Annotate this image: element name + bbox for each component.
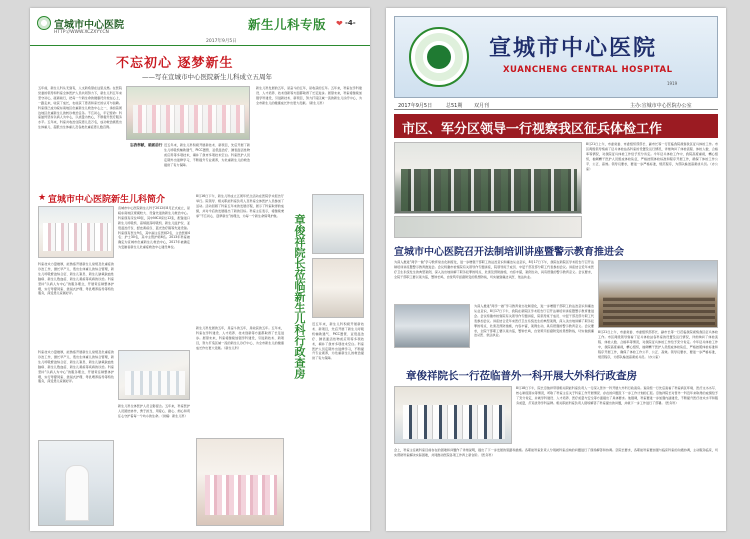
speaker-photo — [394, 304, 470, 348]
group-photo — [126, 86, 250, 140]
visit-photo-2 — [312, 258, 364, 318]
banner-heart-icon: ❤ — [336, 19, 343, 28]
story-2-text-cont: 为深入推进“两学一做”学习教育常态化制度化，进一步增强干部职工的法治意识和廉洁从业意识，8月17日下午，我院在新院区学术报告厅召开法制培训讲座暨警示教育推进会。会议特邀市检察院有关领导作专题讲座，院领导班子成员、中层干部及部分职工代表参加会议。讲座结合近年来医疗卫生系统发生的典型案例，深入浅出地讲解了职务犯罪的特点、危害及预防措施，内容丰富，案例生动，具有很强的警示教育意义。会议要求，全院干部职工要以案为鉴，警钟长鸣，自觉筑牢拒腐防变的思想防线，切实做到廉洁从医、依法执业。 — [474, 304, 594, 338]
founding-year: 1919 — [667, 81, 678, 86]
story-3-text: 8月18日下午，院长章俊祥带领相关职能科室负责人一行深入普外一科开展大外科行政查房。查房组一行先后查看了科室病区环境、医疗文书书写、核心制度落实等情况，听取了科室主任关于科室工作开展情况、存在的问题及下一步工作计划的汇报。章俊祥院长对普外一科近年来取得的成绩给予了充分肯定，并就学科建设、人才培养、医疗质量与安全等方面提出了具体要求。他强调，科室要进一步加强内涵建设，不断提升医疗技术水平和服务质量，打造优势学科品牌。相关职能科室负责人现场解答了科室提出的问题，并就下一步工作进行了部署。（医务科） — [516, 386, 718, 405]
left-header — [30, 8, 370, 46]
profile-star-icon: ★ — [38, 193, 47, 203]
middle-text: 8月16日下午，新生儿科成立五周年纪念活动在医院学术报告厅举行。院领导、相关职能科室负责人及科室全体医护人员参加了活动。活动回顾了科室五年来的发展历程，展示了科室取得的成绩，并对今后的发展提出了新的目标。科室主任表示，将继续秉承“不忘初心、逐梦新生”的理念，为每一个新生命保驾护航。 — [196, 194, 284, 218]
nurses-photo — [38, 206, 114, 258]
website-url: HTTP://WWW.XCZXYY.CN — [54, 30, 109, 35]
issue-period: 双月刊 — [474, 103, 490, 109]
side-title: 章俊祥院长莅临新生儿科行政查房 — [293, 214, 306, 379]
story-2-text: 为深入推进“两学一做”学习教育常态化制度化，进一步增强干部职工的法治意识和廉洁从业意识，8月17日下午，我院在新院区学术报告厅召开法制培训讲座暨警示教育推进会。会议特邀市检察院有关领导作专题讲座，院领导班子成员、中层干部及部分职工代表参加会议。讲座结合近年来医疗卫生系统发生的典型案例，深入浅出地讲解了职务犯罪的特点、危害及预防措施，内容丰富，案例生动，具有很强的警示教育意义。会议要求，全院干部职工要以案为鉴，警钟长鸣，自觉筑牢拒腐防变的思想防线，切实做到廉洁从医、依法执业。 — [394, 260, 594, 279]
inspection-photo-1 — [394, 142, 582, 214]
banner-title: 新生儿科专版 — [248, 17, 327, 32]
headline-1: 市区、军分区领导一行视察我区征兵体检工作 — [402, 122, 663, 137]
page-number: -4- — [345, 19, 356, 27]
right-page — [386, 8, 726, 531]
hospital-logo-icon — [37, 16, 51, 30]
issue-date-right: 2017年9月5日 — [398, 103, 433, 109]
col-text-right: 新生儿科发展的五年，是奋斗的五年，是收获的五年。五年来，科室在学科建设、人才培养、技术创新等方面都取得了长足进步。展望未来，科室将继续加强学科建设，引进新技术、新项目，努力打造区域一流的新生儿诊疗中心，为全市新生儿的健康成长作出更大贡献。（新生儿科） — [256, 86, 362, 105]
lecture-hall-photo — [598, 260, 718, 328]
staff-photo-people — [125, 371, 185, 395]
headline-banner — [394, 114, 718, 138]
left-headline: 不忘初心 逐梦新生 — [116, 56, 234, 71]
col-text: 近五年来，新生儿科积极开展新技术、新项目，先后开展了新生儿呼吸机辅助通气、PICC置管、亚低温治疗、肺表面活性物质应用等多项技术，填补了我市多项技术空白。科室医护人员定期外出进修学习，不断提升专业素养，为危重新生儿的救治提供了有力保障。 — [164, 143, 250, 167]
group-photo-people — [133, 105, 245, 133]
headline-3: 章俊祥院长一行莅临普外一科开展大外科行政查房 — [406, 370, 637, 382]
inspection-photo-2 — [394, 216, 582, 238]
left-subtitle: ——写在宣城市中心医院新生儿科成立五周年 — [142, 73, 272, 81]
sponsor: 主办:宣城市中心医院办公室 — [630, 103, 692, 109]
story-2-text-right: 8月21日上午，市委常委、市委组织部部长、副市长等一行莅临我院视察我区征兵体检工作。市区两级领导察看了征兵体检站各科室的设置及运行情况，详细询问了体检流程、体检人数、合格率等情况，对我院征兵体检工作给予充分肯定。今年征兵体检工作中，我院高度重视，精心组织，抽调精干医护人员组成体检队伍，严格按照体检标准和程序开展工作，确保了体检工作公平、公正、高效。领导们要求，要进一步严格标准，规范程序，为部队输送高素质兵员。（办公室） — [598, 330, 718, 359]
story-1-text: 8月21日上午，市委常委、市委组织部部长、副市长等一行莅临我院视察我区征兵体检工作。市区两级领导察看了征兵体检站各科室的设置及运行情况，详细询问了体检流程、体检人数、合格率等情况，对我院征兵体检工作给予充分肯定。今年征兵体检工作中，我院高度重视，精心组织，抽调精干医护人员组成体检队伍，严格按照体检标准和程序开展工作，确保了体检工作公平、公正、高效。领导们要求，要进一步严格标准，规范程序，为部队输送高素质兵员。（办公室） — [586, 142, 718, 171]
inspection-photo-people — [401, 169, 577, 211]
ceremony-photo-people — [205, 475, 277, 515]
nurses-photo-people — [43, 223, 111, 251]
bottom-text: 新生儿科全体医护人员合影留念。五年来，科室医护人员团结协作，勇于担当，用爱心、耐心、细心和责任心守护着每一个幼小的生命。（供稿：新生儿科） — [118, 404, 190, 418]
dateline-bar — [394, 101, 718, 110]
logo-inner-mark — [427, 45, 451, 69]
intro-text: 五年前，新生儿科从无到有，人文新希望在这里点燃。在医院党委的领导和科室全体医护人员共同努力下，新生儿科五年来坚守初心，砥砺前行，把每一个新生命的健康托付放在心上，一路走来，收获了成长，也收获了患者和家长的认可与信赖。科室现已成为皖东南地区危重新生儿救治中心之一，承担着周边地区危重新生儿的转诊救治任务。不忘初心，牢记使命：科室始终坚持以病人为中心，以质量为核心，不断提升医疗服务水平。五年来，科室共收治住院患儿近万名，成功救治极低出生体重儿、超低出生体重儿及各类危重症患儿数百例。 — [38, 86, 122, 130]
photo-caption: 忘我奉献，砥砺前行 — [130, 143, 163, 147]
visit-photo-1 — [312, 194, 364, 254]
headline-2: 宣城市中心医院召开法制培训讲座暨警示教育推进会 — [394, 247, 624, 258]
left-body-text: 科室技术力量雄厚，能熟练开展新生儿常规及危重症的诊治工作，擅长早产儿、低出生体重儿的综合管理，新生儿呼吸窘迫综合征、新生儿窒息、新生儿缺氧缺血性脑病、新生儿败血症、新生儿黄疸等疾病的诊治。科室坚持“以病人为中心”的服务理念，开展责任制整体护理，实行母婴同室、袋鼠式护理、母乳喂养指导等特色服务，深受患儿家属好评。 — [38, 350, 114, 384]
issue-number: 总51期 — [446, 103, 463, 109]
story-3-text-cont: 会上，科室主任就科室目前存在的困难和问题作了详细说明，提出了下一步发展的思路和措施。各职能科室负责人分别就科室反映的问题进行了现场解答和协调。章院长要求，各职能科室要加强与临床科室的沟通协调，主动服务临床，切实帮助科室解决实际困难，共同推动医院各项工作再上新台阶。（医务科） — [394, 448, 718, 457]
side-col-text: 近五年来，新生儿科积极开展新技术、新项目，先后开展了新生儿呼吸机辅助通气、PICC置管、亚低温治疗、肺表面活性物质应用等多项技术，填补了我市多项技术空白。科室医护人员定期外出进修学习，不断提升专业素养，为危重新生儿的救治提供了有力保障。 — [312, 322, 364, 361]
left-page — [30, 8, 370, 531]
profile-title: 宣城市中心医院新生儿科简介 — [48, 195, 166, 205]
ward-round-people — [403, 405, 505, 439]
profile-text-cont: 科室技术力量雄厚，能熟练开展新生儿常规及危重症的诊治工作，擅长早产儿、低出生体重儿的综合管理，新生儿呼吸窘迫综合征、新生儿窒息、新生儿缺氧缺血性脑病、新生儿败血症、新生儿黄疸等疾病的诊治。科室坚持“以病人为中心”的服务理念，开展责任制整体护理，实行母婴同室、袋鼠式护理、母乳喂养指导等特色服务，深受患儿家属好评。 — [38, 262, 114, 296]
masthead-english: XUANCHENG CENTRAL HOSPITAL — [503, 65, 673, 75]
middle-text-2: 新生儿科发展的五年，是奋斗的五年，是收获的五年。五年来，科室在学科建设、人才培养、技术创新等方面都取得了长足进步。展望未来，科室将继续加强学科建设，引进新技术、新项目，努力打造区域一流的新生儿诊疗中心，为全市新生儿的健康成长作出更大贡献。（新生儿科） — [196, 326, 284, 350]
staff-photo — [118, 350, 190, 400]
profile-text: 宣城市中心医院新生儿科于2012年8月正式成立，是皖东南地区规模较大、设备先进的新生儿救治中心。科室现有床位40张，其中NICU床位12张，配备进口新生儿呼吸机、高频振荡呼吸机、新生儿监护仪、亚低温治疗仪、经皮黄疸仪、蓝光治疗箱等先进设备。科室现有医生9名，其中副主任医师2名，主治医师4名；护士30名，其中主管护师6名。2013年科室被确定为宣城市危重新生儿救治中心，2017年被确定为安徽省新生儿危重症救治中心建设单位。 — [118, 206, 190, 250]
lecture-hall-seats — [603, 297, 715, 325]
masthead — [394, 16, 718, 98]
ward-round-photo — [394, 386, 512, 444]
logo-text: 宣城市中心医院 — [54, 20, 124, 31]
masthead-logo-icon — [409, 27, 469, 87]
ward-photo — [38, 440, 114, 526]
masthead-title: 宣城市中心医院 — [489, 35, 658, 61]
ward-photo-doctor — [65, 465, 89, 521]
issue-date: 2017年9月5日 — [206, 39, 237, 44]
ceremony-photo — [196, 438, 284, 526]
